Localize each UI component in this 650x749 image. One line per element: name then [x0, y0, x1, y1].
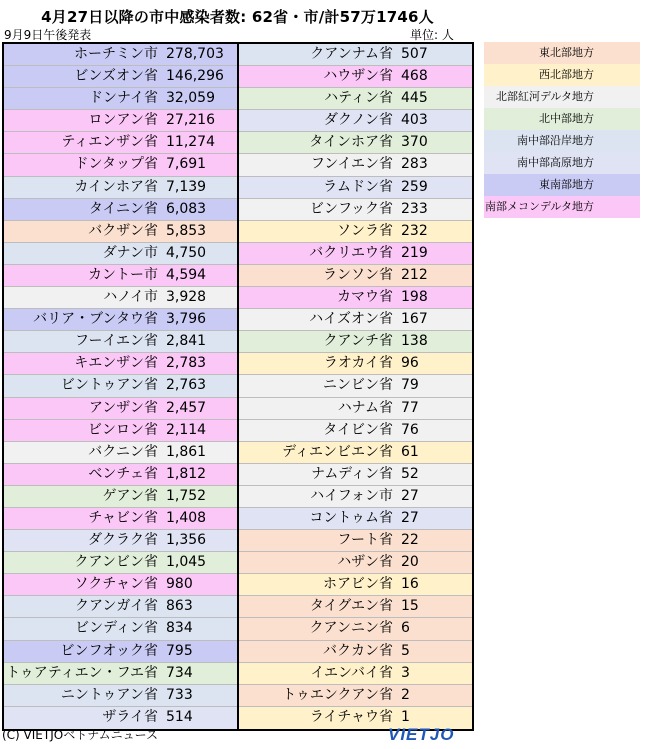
case-count: 79 [401, 377, 419, 394]
locality-name: ダナン市 [102, 244, 158, 261]
legend-item: 北部紅河デルタ地方 [484, 86, 640, 108]
case-count: 445 [401, 90, 428, 107]
locality-name: ビンズオン省 [74, 68, 158, 85]
locality-name: ロンアン省 [88, 112, 158, 129]
locality-name: ホアビン省 [323, 576, 393, 593]
locality-name: バクザン省 [88, 222, 158, 239]
case-count: 2 [401, 686, 410, 703]
legend-item: 南中部高原地方 [484, 152, 640, 174]
legend-item: 南中部沿岸地方 [484, 130, 640, 152]
case-count: 834 [166, 620, 193, 637]
locality-name: カントー市 [88, 266, 158, 283]
locality-name: ダクノン省 [323, 112, 393, 129]
table-row [4, 199, 237, 221]
locality-name: カマウ省 [337, 289, 393, 306]
announcement-date: 9月9日午後発表 [4, 28, 92, 42]
locality-name: ナムディン省 [311, 465, 393, 482]
case-count: 146,296 [166, 68, 224, 85]
case-count: 198 [401, 289, 428, 306]
case-count: 32,059 [166, 90, 215, 107]
table-row [4, 618, 237, 640]
table-row [239, 309, 472, 331]
locality-name: タイグエン省 [309, 598, 393, 615]
case-count: 11,274 [166, 134, 215, 151]
locality-name: ラオカイ省 [323, 355, 393, 372]
locality-name: ビンフオック省 [60, 642, 158, 659]
table-row [239, 574, 472, 596]
table-row [4, 177, 237, 199]
table-row [239, 663, 472, 685]
case-count: 77 [401, 399, 419, 416]
locality-name: チャビン省 [88, 509, 158, 526]
case-count: 278,703 [166, 46, 224, 62]
locality-name: イエンバイ省 [310, 664, 393, 681]
case-count: 1,752 [166, 487, 207, 504]
table-row [4, 88, 237, 110]
case-count: 507 [401, 46, 428, 62]
locality-name: ゲアン省 [102, 487, 158, 504]
legend-item: 東北部地方 [484, 42, 640, 64]
case-count: 2,783 [166, 355, 207, 372]
table-row [4, 486, 237, 508]
locality-name: ハナム省 [337, 399, 393, 416]
table-row [239, 221, 472, 243]
case-count: 27 [401, 509, 419, 526]
locality-name: ハティン省 [324, 90, 393, 107]
case-count: 167 [401, 311, 428, 328]
case-count: 514 [166, 708, 193, 725]
table-row [239, 265, 472, 287]
locality-name: ホーチミン市 [74, 46, 158, 62]
locality-name: ビンディン省 [75, 620, 158, 637]
case-count: 403 [401, 112, 428, 129]
locality-name: フンイエン省 [310, 156, 393, 173]
table-row [4, 442, 237, 464]
locality-name: キエンザン省 [74, 355, 158, 372]
table-row [239, 508, 472, 530]
locality-name: ニンビン省 [323, 377, 393, 394]
table-row [239, 287, 472, 309]
case-count: 3 [401, 664, 410, 681]
table-row [4, 110, 237, 132]
locality-name: クアンニン省 [309, 620, 393, 637]
table-row [4, 309, 237, 331]
locality-name: ソンラ省 [337, 222, 393, 239]
table-row [239, 442, 472, 464]
table-row [4, 331, 237, 353]
case-count: 980 [166, 576, 193, 593]
table-row [239, 641, 472, 663]
locality-name: ソクチャン省 [74, 576, 158, 593]
right-case-table [237, 42, 474, 731]
case-count: 283 [401, 156, 428, 173]
case-count: 7,139 [166, 178, 207, 195]
case-count: 863 [166, 598, 193, 615]
table-row [239, 110, 472, 132]
case-count: 3,796 [166, 311, 207, 328]
table-row [239, 420, 472, 442]
table-row [4, 398, 237, 420]
case-count: 20 [401, 554, 419, 571]
case-count: 16 [401, 576, 419, 593]
case-count: 212 [401, 266, 428, 283]
locality-name: タイニン省 [88, 200, 158, 217]
table-row [239, 596, 472, 618]
table-row [239, 552, 472, 574]
locality-name: アンザン省 [88, 399, 158, 416]
table-row [239, 66, 472, 88]
table-row [4, 221, 237, 243]
table-row [4, 464, 237, 486]
locality-name: フーイエン省 [74, 333, 158, 350]
table-row [4, 596, 237, 618]
locality-name: ダクラク省 [88, 532, 158, 549]
locality-name: フート省 [337, 532, 393, 549]
table-row [4, 375, 237, 397]
locality-name: ハイフォン市 [310, 487, 393, 504]
locality-name: タインホア省 [309, 134, 393, 151]
case-count: 1,861 [166, 443, 207, 460]
locality-name: バクニン省 [88, 443, 158, 460]
copyright-text: (C) VIETJOベトナムニュース [2, 728, 159, 742]
unit-label: 単位: 人 [410, 28, 454, 42]
case-count: 1,812 [166, 465, 207, 482]
legend-item: 西北部地方 [484, 64, 640, 86]
locality-name: バリア・ブンタウ省 [33, 311, 158, 328]
table-row [4, 508, 237, 530]
table-row [239, 199, 472, 221]
table-row [239, 375, 472, 397]
locality-name: ドンタップ省 [74, 156, 158, 173]
table-row [4, 552, 237, 574]
locality-name: ベンチェ省 [88, 465, 158, 482]
table-row [239, 132, 472, 154]
locality-name: ティエンザン省 [61, 134, 158, 151]
legend-item: 南部メコンデルタ地方 [484, 196, 640, 218]
case-count: 7,691 [166, 156, 207, 173]
case-count: 733 [166, 686, 193, 703]
table-row [239, 530, 472, 552]
case-count: 219 [401, 244, 428, 261]
case-count: 61 [401, 443, 419, 460]
legend-item: 東南部地方 [484, 174, 640, 196]
locality-name: ドンナイ省 [88, 90, 158, 107]
case-count: 232 [401, 222, 428, 239]
legend-item: 北中部地方 [484, 108, 640, 130]
locality-name: クアンビン省 [74, 554, 158, 571]
table-row [4, 287, 237, 309]
locality-name: ハウザン省 [323, 68, 393, 85]
case-count: 4,750 [166, 244, 207, 261]
table-row [4, 663, 237, 685]
locality-name: ビンロン省 [88, 421, 158, 438]
page-title: 4月27日以降の市中感染者数: 62省・市/計57万1746人 [41, 8, 434, 26]
locality-name: ディエンビエン省 [282, 443, 393, 460]
locality-name: ラムドン省 [323, 178, 393, 195]
case-count: 233 [401, 200, 428, 217]
table-row [4, 243, 237, 265]
locality-name: ハイズオン省 [309, 311, 393, 328]
locality-name: トゥアティエン・フエ省 [6, 664, 158, 681]
table-row [239, 464, 472, 486]
case-count: 1 [401, 708, 410, 725]
locality-name: ザライ省 [102, 708, 158, 725]
locality-name: バクリエウ省 [309, 244, 393, 261]
locality-name: タイビン省 [323, 421, 393, 438]
case-count: 2,457 [166, 399, 207, 416]
table-row [239, 685, 472, 707]
locality-name: クアンチ省 [323, 333, 393, 350]
locality-name: ランソン省 [323, 266, 393, 283]
left-case-table [2, 42, 239, 731]
locality-name: トゥエンクアン省 [282, 686, 393, 703]
region-legend [484, 42, 640, 218]
table-row [239, 398, 472, 420]
case-count: 5 [401, 642, 410, 659]
table-row [4, 530, 237, 552]
table-row [239, 331, 472, 353]
case-count: 138 [401, 333, 428, 350]
case-count: 259 [401, 178, 428, 195]
case-count: 27 [401, 487, 419, 504]
case-count: 76 [401, 421, 419, 438]
table-row [239, 154, 472, 176]
table-row [4, 353, 237, 375]
locality-name: クアンナム省 [310, 46, 393, 62]
locality-name: ニントゥアン省 [60, 686, 158, 703]
case-count: 734 [166, 664, 193, 681]
case-count: 3,928 [166, 289, 207, 306]
table-row [4, 420, 237, 442]
table-row [4, 685, 237, 707]
case-count: 6,083 [166, 200, 207, 217]
table-row [4, 132, 237, 154]
locality-name: クアンガイ省 [74, 598, 158, 615]
case-count: 1,408 [166, 509, 207, 526]
case-count: 5,853 [166, 222, 207, 239]
case-count: 1,045 [166, 554, 207, 571]
table-row [4, 66, 237, 88]
case-count: 795 [166, 642, 193, 659]
locality-name: コントゥム省 [309, 509, 393, 526]
vietjo-logo: VIETJO [388, 725, 455, 744]
case-count: 96 [401, 355, 419, 372]
case-count: 2,841 [166, 333, 207, 350]
locality-name: ビントゥアン省 [60, 377, 158, 394]
table-row [4, 44, 237, 66]
case-count: 6 [401, 620, 410, 637]
case-count: 27,216 [166, 112, 215, 129]
case-count: 15 [401, 598, 419, 615]
case-count: 22 [401, 532, 419, 549]
locality-name: ハノイ市 [103, 289, 158, 306]
locality-name: ライチャウ省 [309, 708, 393, 725]
case-count: 1,356 [166, 532, 207, 549]
table-row [239, 353, 472, 375]
case-count: 2,763 [166, 377, 207, 394]
table-row [239, 243, 472, 265]
table-row [239, 88, 472, 110]
case-count: 2,114 [166, 421, 207, 438]
table-row [4, 574, 237, 596]
table-row [239, 44, 472, 66]
case-count: 52 [401, 465, 419, 482]
table-row [4, 265, 237, 287]
locality-name: ビンフック省 [309, 200, 393, 217]
table-row [239, 618, 472, 640]
locality-name: カインホア省 [74, 178, 158, 195]
case-count: 4,594 [166, 266, 207, 283]
table-row [239, 177, 472, 199]
table-row [239, 486, 472, 508]
table-row [4, 154, 237, 176]
locality-name: バクカン省 [323, 642, 393, 659]
case-count: 468 [401, 68, 428, 85]
table-row [4, 641, 237, 663]
case-count: 370 [401, 134, 428, 151]
locality-name: ハザン省 [337, 554, 393, 571]
